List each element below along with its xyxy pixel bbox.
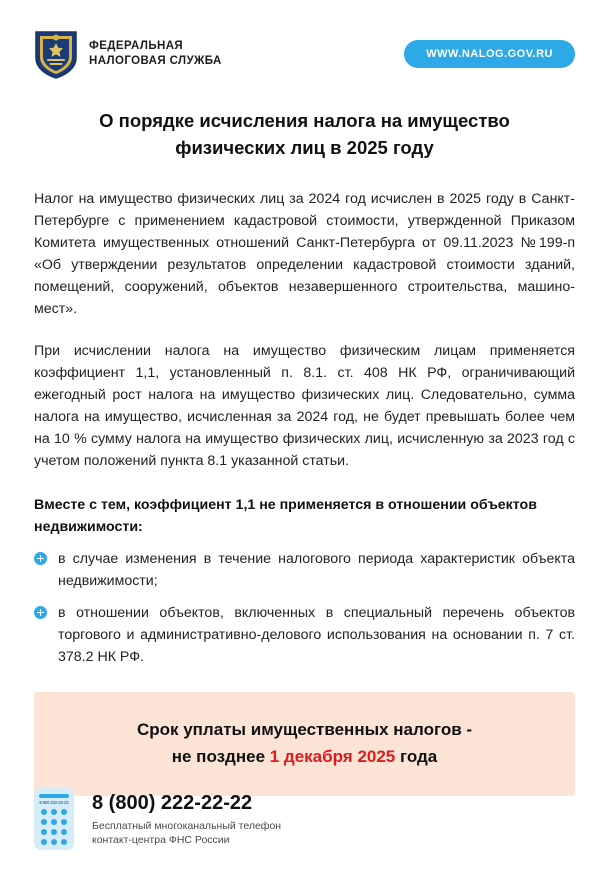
document-header xyxy=(34,0,575,86)
agency-name-line1: ФЕДЕРАЛЬНАЯ xyxy=(89,39,184,52)
contact-caption-line1: Бесплатный многоканальный телефон xyxy=(92,819,282,832)
agency-brand xyxy=(34,28,222,80)
plus-circle-icon xyxy=(34,606,47,619)
paragraph-2: При исчислении налога на имущество физическим лицам применяется коэффициент 1,1, установленный п. 8.1. ст. 408 НК РФ, ограничивающий ежегодный рост налога на имущество физических лиц. Следовательно, сумма налога на имущество, исчисленная за 2024 год, не будет превышать более чем на 10 % сумму налога на имущество физических лиц, исчисленную за 2023 год с учетом положений пункта 8.1 указанной статьи. xyxy=(34,342,575,469)
agency-name xyxy=(89,39,222,69)
russian-federal-tax-service-emblem-icon xyxy=(34,28,78,80)
notice-prefix: не позднее xyxy=(171,746,270,766)
phone-badge-text: 8 800 222-22-22 xyxy=(39,800,69,805)
notice-suffix: года xyxy=(395,746,438,766)
notice-line-1: Срок уплаты имущественных налогов - xyxy=(136,719,473,739)
list-item-text: в случае изменения в течение налогового периода характеристик объекта недвижимости; xyxy=(58,550,575,589)
contact-caption-line2: контакт-центра ФНС России xyxy=(92,834,230,846)
page-title-line2: физических лиц в 2025 году xyxy=(175,136,434,158)
contact-phone-number[interactable]: 8 (800) 222-22-22 xyxy=(92,791,253,814)
payment-deadline-notice xyxy=(34,692,575,796)
notice-line-2 xyxy=(54,743,555,770)
website-link-badge[interactable]: WWW.NALOG.GOV.RU xyxy=(404,40,575,68)
list-item xyxy=(34,602,575,668)
list-item xyxy=(34,548,575,592)
page-title xyxy=(44,108,565,162)
agency-name-line2: НАЛОГОВАЯ СЛУЖБА xyxy=(89,55,222,67)
exceptions-list xyxy=(34,548,575,668)
paragraph-1: Налог на имущество физических лиц за 2024 год исчислен в 2025 году в Санкт-Петербурге с применением кадастровой стоимости, утвержденной Приказом Комитета имущественных отношений Санкт-Петербурга от 09.11.2023 №199-п «Об утверждении результатов определении кадастровой стоимости зданий, помещений, сооружений, объектов незавершенного строительства, машино-мест». xyxy=(34,190,575,317)
phone-keypad-icon xyxy=(34,788,74,850)
contact-caption xyxy=(92,819,281,847)
plus-circle-icon xyxy=(34,552,47,565)
phone-keypad-dots xyxy=(41,809,67,845)
page-title-line1: О порядке исчисления налога на имущество xyxy=(99,110,510,131)
contact-details xyxy=(92,791,281,847)
phone-screen-bar xyxy=(39,794,69,798)
contact-footer xyxy=(34,788,575,850)
exceptions-heading: Вместе с тем, коэффициент 1,1 не применяется в отношении объектов недвижимости: xyxy=(34,496,537,535)
notice-deadline-date: 1 декабря 2025 xyxy=(269,746,396,766)
list-item-text: в отношении объектов, включенных в специальный перечень объектов торгового и административно-делового использования на основании п. 7 ст. 378.2 НК РФ. xyxy=(58,604,575,665)
